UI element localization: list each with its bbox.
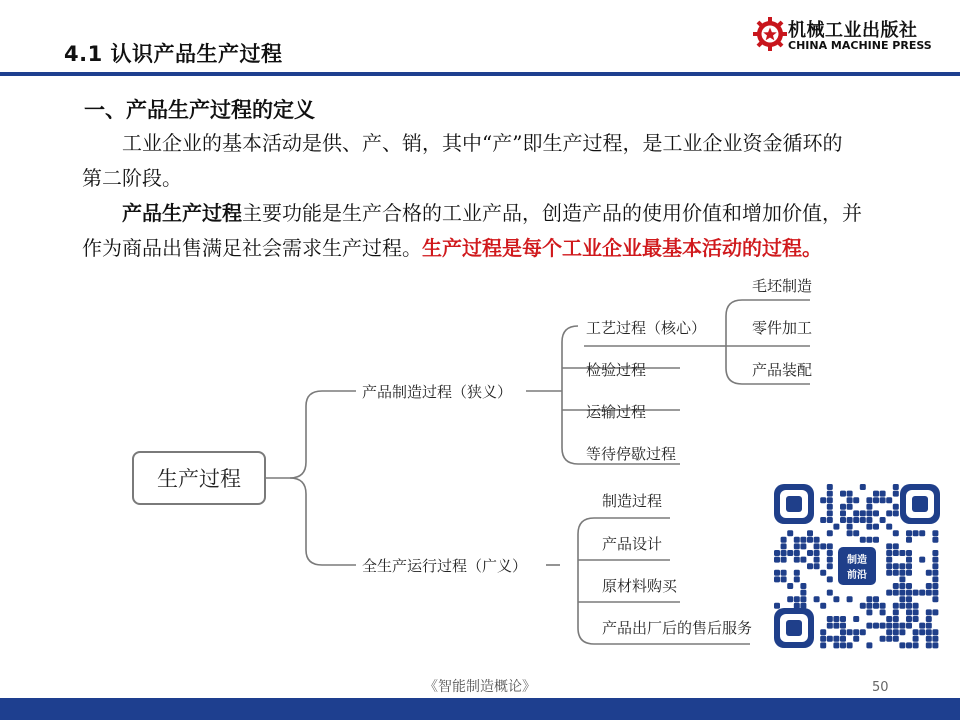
qr-module [840, 616, 846, 622]
qr-module [866, 524, 872, 530]
qr-module [906, 530, 912, 536]
qr-module [899, 583, 905, 589]
qr-module [926, 609, 932, 615]
qr-module [820, 543, 826, 549]
qr-module [827, 557, 833, 563]
qr-module [814, 557, 820, 563]
qr-module [866, 623, 872, 629]
qr-module [847, 491, 853, 497]
qr-module [827, 590, 833, 596]
qr-module [774, 576, 780, 582]
paragraph-2-term: 产品生产过程 [122, 201, 242, 225]
qr-module [926, 629, 932, 635]
qr-module [827, 517, 833, 523]
qr-module [880, 497, 886, 503]
page-title: 4.1 认识产品生产过程 [64, 42, 283, 66]
qr-module [827, 484, 833, 490]
qr-module [820, 629, 826, 635]
qr-module [866, 517, 872, 523]
qr-module [853, 497, 859, 503]
qr-module [893, 550, 899, 556]
qr-module [827, 576, 833, 582]
qr-module [781, 570, 787, 576]
qr-module [913, 530, 919, 536]
qr-module [873, 510, 879, 516]
qr-module [800, 596, 806, 602]
qr-module [906, 623, 912, 629]
qr-module [833, 616, 839, 622]
qr-module [800, 537, 806, 543]
qr-module [926, 583, 932, 589]
section-heading: 一、产品生产过程的定义 [84, 98, 315, 122]
qr-module [827, 623, 833, 629]
qr-module [853, 510, 859, 516]
qr-module [781, 537, 787, 543]
qr-module [906, 590, 912, 596]
qr-module [833, 636, 839, 642]
qr-code [772, 482, 942, 650]
mindmap-node-after-sales: 产品出厂后的售后服务 [602, 619, 753, 637]
logo-english-name: CHINA MACHINE PRESS [788, 39, 932, 52]
qr-module [906, 609, 912, 615]
mindmap-node-machining: 零件加工 [752, 319, 813, 337]
qr-module [794, 576, 800, 582]
qr-module [880, 517, 886, 523]
qr-module [893, 563, 899, 569]
qr-module [893, 583, 899, 589]
mindmap-node-assembly: 产品装配 [752, 361, 813, 379]
qr-module [893, 590, 899, 596]
qr-module [787, 596, 793, 602]
qr-module [781, 557, 787, 563]
qr-module [899, 563, 905, 569]
qr-module [866, 497, 872, 503]
qr-module [913, 616, 919, 622]
qr-module [840, 510, 846, 516]
qr-module [814, 596, 820, 602]
qr-module [840, 629, 846, 635]
qr-module [860, 484, 866, 490]
qr-module [853, 530, 859, 536]
qr-module [906, 603, 912, 609]
qr-module [827, 543, 833, 549]
qr-module [899, 576, 905, 582]
qr-module [833, 524, 839, 530]
mindmap-node-broad: 全生产运行过程（广义） [362, 557, 528, 575]
qr-module [800, 603, 806, 609]
qr-module [807, 563, 813, 569]
qr-module [781, 550, 787, 556]
qr-module [899, 623, 905, 629]
qr-module [926, 616, 932, 622]
paragraph-2-emphasis: 生产过程是每个工业企业最基本活动的过程。 [422, 236, 822, 260]
qr-module [886, 623, 892, 629]
qr-module [932, 609, 938, 615]
qr-module [932, 570, 938, 576]
qr-module [893, 623, 899, 629]
mindmap-root-node: 生产过程 [132, 451, 266, 505]
qr-module [880, 609, 886, 615]
qr-module [926, 623, 932, 629]
qr-module [893, 504, 899, 510]
qr-module [827, 491, 833, 497]
mindmap-node-narrow: 产品制造过程（狭义） [362, 383, 513, 401]
qr-module [860, 537, 866, 543]
qr-module [886, 550, 892, 556]
qr-module [880, 491, 886, 497]
qr-module [840, 491, 846, 497]
qr-module [800, 583, 806, 589]
qr-module [827, 530, 833, 536]
qr-module [866, 603, 872, 609]
qr-module [906, 583, 912, 589]
qr-module [853, 636, 859, 642]
qr-module [827, 510, 833, 516]
qr-module [906, 570, 912, 576]
qr-module [919, 530, 925, 536]
footer-bar [0, 698, 960, 720]
qr-module [873, 603, 879, 609]
qr-module [866, 537, 872, 543]
qr-module [899, 550, 905, 556]
qr-module [860, 517, 866, 523]
qr-module [781, 543, 787, 549]
qr-module [853, 517, 859, 523]
paragraph-1-text: 工业企业的基本活动是供、产、销，其中“产”即生产过程，是工业企业资金循环的第二阶段。 [82, 131, 843, 190]
qr-module [847, 642, 853, 648]
qr-module [847, 629, 853, 635]
qr-module [906, 550, 912, 556]
qr-module [906, 557, 912, 563]
qr-module [919, 623, 925, 629]
qr-module [787, 550, 793, 556]
qr-module [886, 570, 892, 576]
qr-module [932, 530, 938, 536]
qr-module [893, 543, 899, 549]
qr-module [833, 642, 839, 648]
qr-module [886, 590, 892, 596]
qr-module [827, 550, 833, 556]
qr-module [926, 590, 932, 596]
qr-module [853, 616, 859, 622]
qr-module [873, 623, 879, 629]
qr-module [919, 557, 925, 563]
qr-module [807, 530, 813, 536]
qr-module [860, 603, 866, 609]
qr-module [932, 636, 938, 642]
qr-module [781, 576, 787, 582]
qr-module [913, 642, 919, 648]
qr-module [919, 629, 925, 635]
qr-module [932, 576, 938, 582]
qr-module [886, 524, 892, 530]
qr-module [880, 603, 886, 609]
qr-module [800, 590, 806, 596]
qr-module [913, 629, 919, 635]
qr-module [886, 616, 892, 622]
qr-module [893, 484, 899, 490]
mindmap-node-blank: 毛坯制造 [752, 277, 813, 295]
qr-module [932, 596, 938, 602]
qr-module [899, 629, 905, 635]
qr-module [840, 623, 846, 629]
qr-module [932, 550, 938, 556]
qr-module [840, 517, 846, 523]
qr-center-label-1: 制造 [847, 555, 867, 566]
qr-module [860, 510, 866, 516]
qr-module [814, 563, 820, 569]
qr-module [787, 530, 793, 536]
qr-module [932, 590, 938, 596]
qr-module [932, 629, 938, 635]
qr-module [906, 596, 912, 602]
qr-module [886, 557, 892, 563]
qr-module [926, 642, 932, 648]
qr-module [820, 636, 826, 642]
qr-module [932, 583, 938, 589]
page-number: 50 [872, 680, 889, 695]
qr-module [932, 557, 938, 563]
qr-module [880, 623, 886, 629]
qr-module [840, 504, 846, 510]
qr-module [794, 543, 800, 549]
qr-module [906, 642, 912, 648]
qr-module [866, 510, 872, 516]
qr-module [873, 524, 879, 530]
mindmap-node-process: 工艺过程（核心） [586, 319, 707, 337]
qr-module [899, 603, 905, 609]
logo-chinese-name: 机械工业出版社 [788, 20, 918, 41]
qr-module [893, 491, 899, 497]
mindmap-node-design: 产品设计 [602, 535, 663, 553]
paragraph-2-text: 主要功能是生产合格的工业产品，创造产品的使用价值和增加价值，并作为商品出售满足社会需求生产过程。 [82, 201, 862, 260]
qr-module [873, 497, 879, 503]
footer-book-title: 《智能制造概论》 [424, 679, 536, 695]
qr-module [919, 590, 925, 596]
qr-module [820, 517, 826, 523]
qr-module [800, 543, 806, 549]
qr-module [774, 570, 780, 576]
qr-module [899, 590, 905, 596]
qr-module [827, 504, 833, 510]
qr-module [860, 629, 866, 635]
qr-module [807, 550, 813, 556]
qr-module [833, 596, 839, 602]
qr-module [847, 497, 853, 503]
qr-module [820, 603, 826, 609]
qr-module [899, 596, 905, 602]
qr-module [906, 537, 912, 543]
qr-module [827, 616, 833, 622]
qr-module [827, 563, 833, 569]
qr-module [794, 537, 800, 543]
qr-center-label-2: 前沿 [847, 570, 867, 581]
qr-module [833, 623, 839, 629]
qr-module [774, 550, 780, 556]
qr-module [814, 550, 820, 556]
qr-module [886, 543, 892, 549]
qr-module [840, 636, 846, 642]
qr-module [913, 590, 919, 596]
qr-module [794, 550, 800, 556]
qr-module [893, 603, 899, 609]
qr-module [913, 603, 919, 609]
qr-module [794, 570, 800, 576]
qr-module [926, 636, 932, 642]
qr-module [913, 636, 919, 642]
qr-module [893, 530, 899, 536]
qr-module [853, 629, 859, 635]
qr-module [873, 491, 879, 497]
qr-module [886, 629, 892, 635]
qr-module [932, 537, 938, 543]
qr-module [827, 636, 833, 642]
qr-module [840, 642, 846, 648]
qr-module [814, 543, 820, 549]
mindmap-node-purchasing: 原材料购买 [602, 577, 678, 595]
qr-module [906, 563, 912, 569]
mindmap-node-transport: 运输过程 [586, 403, 647, 421]
qr-module [913, 609, 919, 615]
qr-module [893, 616, 899, 622]
qr-module [873, 537, 879, 543]
qr-module [774, 603, 780, 609]
qr-module [794, 557, 800, 563]
mindmap-node-inspection: 检验过程 [586, 361, 647, 379]
qr-module [847, 517, 853, 523]
qr-module [932, 563, 938, 569]
qr-module [827, 497, 833, 503]
qr-module [774, 557, 780, 563]
qr-module [899, 570, 905, 576]
qr-module [926, 570, 932, 576]
mindmap-node-manufacturing: 制造过程 [602, 492, 663, 510]
qr-module [880, 636, 886, 642]
qr-module [893, 570, 899, 576]
qr-module [820, 570, 826, 576]
qr-module [787, 583, 793, 589]
qr-module [794, 596, 800, 602]
qr-module [886, 563, 892, 569]
qr-module [800, 557, 806, 563]
qr-module [820, 642, 826, 648]
qr-module [906, 616, 912, 622]
qr-module [899, 642, 905, 648]
qr-module [814, 537, 820, 543]
qr-module [886, 636, 892, 642]
qr-module [847, 504, 853, 510]
qr-module [866, 642, 872, 648]
qr-module [807, 537, 813, 543]
qr-module [932, 642, 938, 648]
qr-module [847, 524, 853, 530]
qr-module [866, 596, 872, 602]
qr-module [893, 609, 899, 615]
qr-module [893, 629, 899, 635]
qr-module [893, 510, 899, 516]
qr-module [886, 510, 892, 516]
qr-module [866, 609, 872, 615]
qr-module [847, 596, 853, 602]
qr-module [866, 504, 872, 510]
qr-module [794, 603, 800, 609]
qr-module [847, 530, 853, 536]
qr-module [873, 596, 879, 602]
qr-module [886, 497, 892, 503]
qr-module [893, 636, 899, 642]
qr-module [820, 497, 826, 503]
mindmap-node-waiting: 等待停歇过程 [586, 445, 677, 463]
